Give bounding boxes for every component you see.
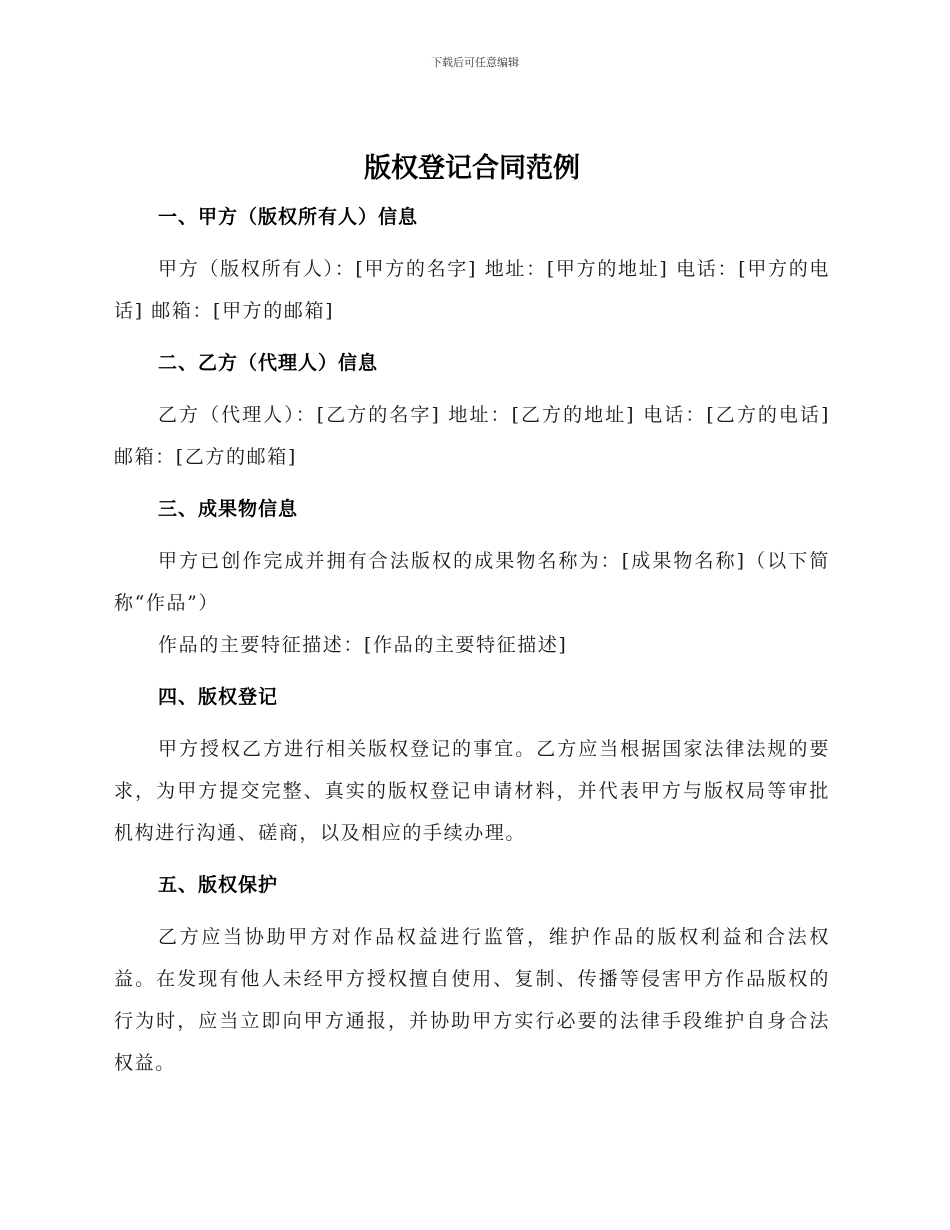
section-heading: 三、成果物信息	[158, 498, 299, 520]
section-paragraph: 甲方授权乙方进行相关版权登记的事宜。乙方应当根据国家法律法规的要求，为甲方提交完整、真实的版权登记申请材料，并代表甲方与版权局等审批机构进行沟通、磋商，以及相应的手续办理。	[114, 738, 830, 844]
header-note: 下载后可任意编辑	[431, 56, 519, 69]
section-heading: 一、甲方（版权所有人）信息	[158, 206, 419, 228]
section-paragraph: 乙方应当协助甲方对作品权益进行监管，维护作品的版权利益和合法权益。在发现有他人未经甲方授权擅自使用、复制、传播等侵害甲方作品版权的行为时，应当立即向甲方通报，并协助甲方实行必要的法律手段维护自身合法权益。	[114, 926, 830, 1074]
section-work-info	[114, 494, 830, 682]
section-party-a	[114, 202, 830, 348]
section-party-b	[114, 348, 830, 494]
document-content	[114, 148, 830, 1084]
document-title: 版权登记合同范例	[364, 153, 580, 184]
section-paragraph: 甲方已创作完成并拥有合法版权的成果物名称为：[成果物名称]（以下简称“作品”）	[114, 550, 830, 614]
section-paragraph: 乙方（代理人）：[乙方的名字] 地址：[乙方的地址] 电话：[乙方的电话] 邮箱：[乙方的邮箱]	[114, 404, 830, 468]
section-paragraph: 作品的主要特征描述：[作品的主要特征描述]	[158, 634, 568, 656]
section-protection	[114, 870, 830, 1084]
section-paragraph: 甲方（版权所有人）：[甲方的名字] 地址：[甲方的地址] 电话：[甲方的电话] 邮箱：[甲方的邮箱]	[114, 258, 830, 322]
section-registration	[114, 682, 830, 870]
section-heading: 五、版权保护	[158, 874, 279, 896]
section-heading: 四、版权登记	[158, 686, 279, 708]
section-heading: 二、乙方（代理人）信息	[158, 352, 379, 374]
